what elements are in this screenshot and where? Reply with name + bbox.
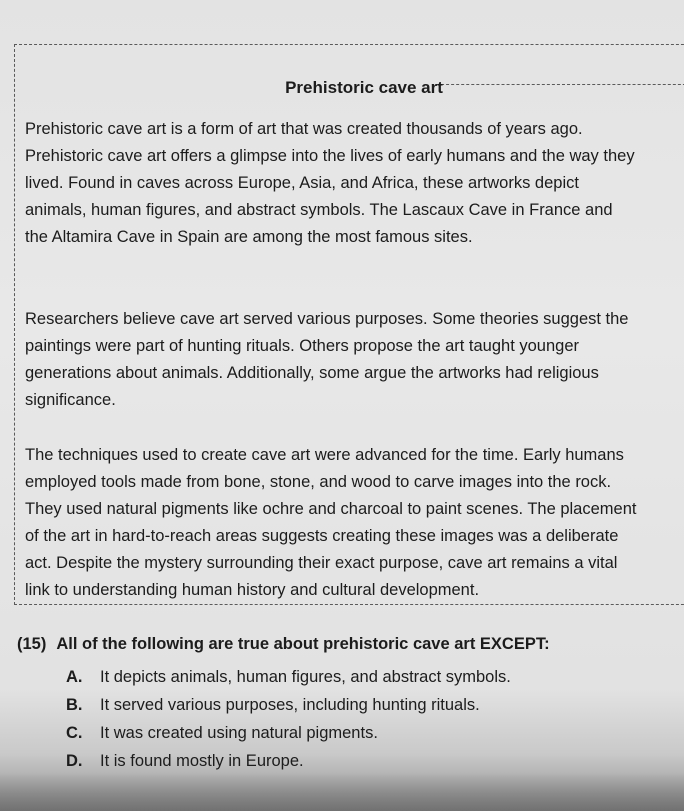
paragraph-line: animals, human figures, and abstract symbols. The Lascaux Cave in France and [25,201,613,219]
paragraph-line: of the art in hard-to-reach areas suggests creating these images was a deliberate [25,527,619,545]
option-text: It was created using natural pigments. [100,724,378,742]
paragraph-line: They used natural pigments like ochre and charcoal to paint scenes. The placement [25,500,637,518]
option-letter: D. [66,752,83,770]
passage-paragraph-2 [25,306,684,414]
paragraph-line: link to understanding human history and cultural development. [25,581,480,599]
option-text: It served various purposes, including hunting rituals. [100,696,480,714]
option-d[interactable] [66,747,511,775]
paragraph-line: act. Despite the mystery surrounding their exact purpose, cave art remains a vital [25,554,618,572]
paragraph-line: generations about animals. Additionally, some argue the artworks had religious [25,364,599,382]
option-text: It is found mostly in Europe. [100,752,304,770]
option-letter: C. [66,724,83,742]
option-letter: A. [66,668,83,686]
paragraph-line: Researchers believe cave art served various purposes. Some theories suggest the [25,310,629,328]
passage-paragraph-1 [25,116,684,251]
option-text: It depicts animals, human figures, and abstract symbols. [100,668,511,686]
paragraph-line: The techniques used to create cave art were advanced for the time. Early humans [25,446,624,464]
option-b[interactable] [66,691,511,719]
answer-options [66,663,511,775]
paragraph-line: employed tools made from bone, stone, and wood to carve images into the rock. [25,473,612,491]
option-c[interactable] [66,719,511,747]
question-stem [17,635,550,654]
paragraph-line: lived. Found in caves across Europe, Asia, and Africa, these artworks depict [25,174,579,192]
paragraph-line: significance. [25,391,116,409]
paragraph-line: Prehistoric cave art offers a glimpse into the lives of early humans and the way they [25,147,635,165]
option-letter: B. [66,696,83,714]
passage-title: Prehistoric cave art [285,78,443,97]
passage-paragraph-3 [25,442,684,604]
paragraph-line: the Altamira Cave in Spain are among the most famous sites. [25,228,473,246]
paragraph-line: paintings were part of hunting rituals. Others propose the art taught younger [25,337,579,355]
question-text: All of the following are true about prehistoric cave art EXCEPT: [56,635,550,653]
paragraph-line: Prehistoric cave art is a form of art that was created thousands of years ago. [25,120,583,138]
photo-shadow [0,773,684,811]
question-number: (15) [17,635,47,653]
option-a[interactable] [66,663,511,691]
